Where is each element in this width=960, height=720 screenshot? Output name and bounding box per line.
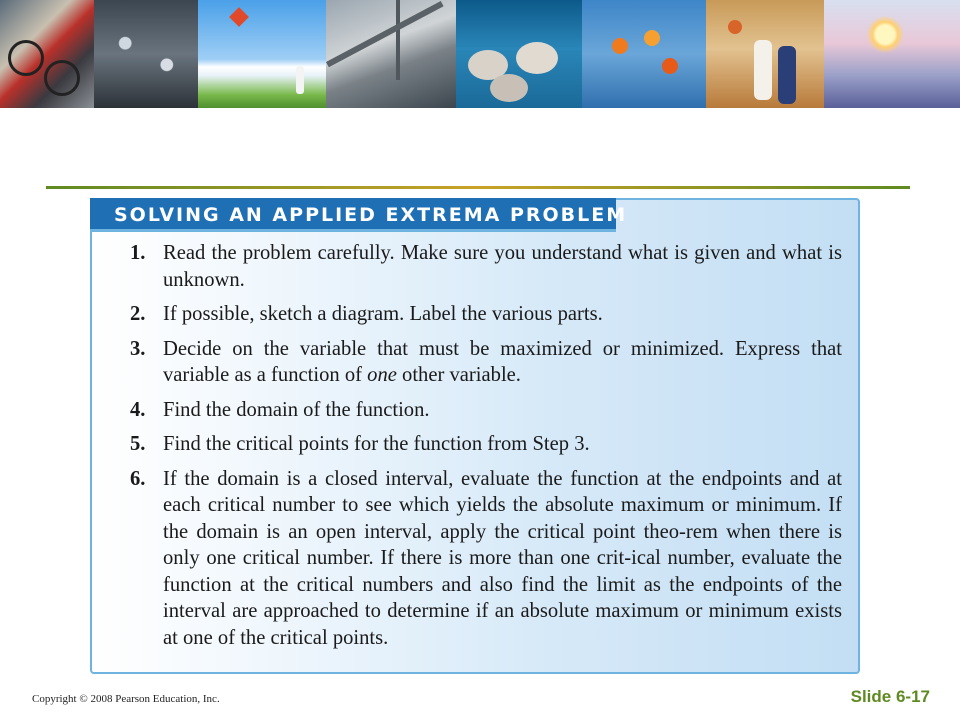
list-item <box>130 336 842 389</box>
list-item <box>130 397 842 424</box>
photo-basketball <box>706 0 824 108</box>
step-text: Find the critical points for the function from Step 3. <box>163 433 590 455</box>
slide-number: Slide 6-17 <box>850 687 930 706</box>
step-text: If the domain is a closed interval, evaluate the function at the endpoints and at each critical number to see which yields the absolute maximum or minimum. If the domain is an open interval, apply the critical point theo-rem when there is only one critical number. If there is more than one crit-ical number, evaluate the function at the critical numbers and also find the limit as the endpoints of the interval are approached to determine if an absolute maximum or minimum exists at one of the critical points. <box>163 467 842 649</box>
photo-cyclists <box>0 0 94 108</box>
step-text: If possible, sketch a diagram. Label the various parts. <box>163 303 603 325</box>
photo-skydivers <box>582 0 706 108</box>
step-list <box>130 240 842 659</box>
box-title: SOLVING AN APPLIED EXTREMA PROBLEM <box>90 198 616 232</box>
photo-fish <box>456 0 582 108</box>
photo-boy-with-kite <box>198 0 326 108</box>
step-number: 5. <box>130 433 146 455</box>
list-item <box>130 466 842 652</box>
step-text <box>163 336 842 389</box>
step-text-part: Decide on the variable that must be maximized or minimized. Express that variable as a function of <box>163 337 842 386</box>
list-item <box>130 431 842 458</box>
step-text: Read the problem carefully. Make sure you understand what is given and what is unknown. <box>163 242 842 291</box>
step-text-emphasis: one <box>367 364 397 386</box>
copyright-notice: Copyright © 2008 Pearson Education, Inc. <box>32 693 220 705</box>
step-number: 4. <box>130 398 146 421</box>
step-number: 1. <box>130 242 146 264</box>
step-text-part: other variable. <box>396 364 521 386</box>
list-item <box>130 240 842 293</box>
step-number: 2. <box>130 303 146 325</box>
divider-rule <box>46 186 910 189</box>
photo-banner <box>0 0 960 108</box>
photo-crowd <box>94 0 198 108</box>
step-number: 3. <box>130 337 146 360</box>
photo-sunset <box>824 0 960 108</box>
step-text: Find the domain of the function. <box>163 398 430 421</box>
list-item <box>130 301 842 328</box>
step-number: 6. <box>130 467 146 490</box>
photo-bridge <box>326 0 456 108</box>
